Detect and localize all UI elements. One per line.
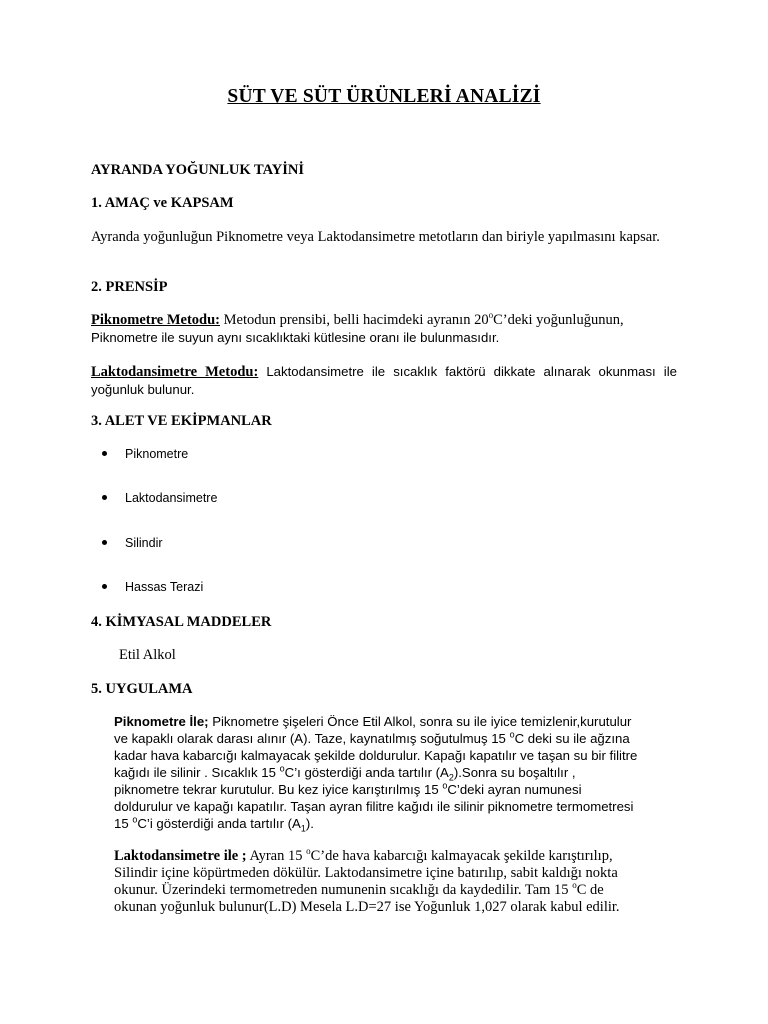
degree-sup: o (509, 729, 515, 740)
section1-text: Ayranda yoğunluğun Piknometre veya Laktodansimetre metotların dan biriyle yapılmasını kapsar. (91, 229, 660, 245)
lakto-label: Laktodansimetre Metodu: (91, 364, 259, 380)
procedure-text: okunur. Üzerindeki termometreden numunenin sıcaklığı da kaydedilir. Tam 15 (114, 882, 573, 898)
chemical-item: Etil Alkol (119, 647, 176, 663)
procedure-text: okunan yoğunluk bulunur(L.D) Mesela L.D=27 ise Yoğunluk 1,027 olarak kabul edilir. (114, 899, 620, 915)
piknometre-text: Metodun prensibi, belli hacimdeki ayranın 20 (220, 312, 489, 328)
procedure-text: C deki su ile ağzına (514, 731, 630, 746)
section2-heading: 2. PRENSİP (91, 279, 168, 295)
section5-heading: 5. UYGULAMA (91, 681, 193, 697)
subscript: 1 (300, 823, 306, 834)
lakto-procedure-label: Laktodansimetre ile ; (114, 848, 247, 864)
equipment-item (102, 491, 217, 505)
degree-sup: o (306, 846, 311, 857)
piknometre-text: C’deki yoğunluğunun, (493, 312, 624, 328)
lakto-text: Laktodansimetre ile sıcaklık faktörü dikkate alınarak okunması ile yoğunluk bulunur. (91, 364, 677, 397)
procedure-text: ). (305, 816, 314, 831)
procedure-text: kağıdı ile silinir . Sıcaklık 15 (114, 765, 280, 780)
procedure-text: ).Sonra su boşaltılır , (453, 765, 576, 780)
degree-sup: o (132, 814, 138, 825)
piknometre-procedure-label: Piknometre İle; (114, 714, 209, 729)
procedure-text: Ayran 15 (246, 848, 307, 864)
equipment-label: Piknometre (125, 447, 189, 461)
procedure-text: doldurulur ve kapağı kapatılır. Taşan ayran filitre kağıdı ile silinir piknometre termometresi (114, 799, 634, 814)
section3-heading: 3. ALET VE EKİPMANLAR (91, 413, 272, 429)
piknometre-procedure (114, 713, 677, 832)
bullet-icon (102, 584, 107, 589)
equipment-item (102, 447, 188, 461)
equipment-item (102, 536, 163, 550)
subtitle: AYRANDA YOĞUNLUK TAYİNİ (91, 162, 304, 178)
degree-sup: o (442, 780, 448, 791)
procedure-text: C de (576, 882, 604, 898)
procedure-text: Silindir içine köpürtmeden dökülür. Laktodansimetre içine batırılıp, sabit kaldığı nokta (114, 865, 618, 881)
equipment-label: Hassas Terazi (125, 580, 204, 594)
degree-sup: o (279, 763, 285, 774)
lakto-procedure (114, 848, 677, 916)
piknometre-label: Piknometre Metodu: (91, 312, 220, 328)
procedure-text: ve kapaklı olarak darası alınır (A). Taze, kaynatılmış soğutulmuş 15 (114, 731, 510, 746)
equipment-label: Laktodansimetre (125, 491, 218, 505)
bullet-icon (102, 451, 107, 456)
procedure-text: piknometre tekrar kurutulur. Bu kez iyice karıştırılmış 15 (114, 782, 443, 797)
degree-sup: o (572, 880, 577, 891)
degree-sup: o (488, 310, 494, 321)
page-title: SÜT VE SÜT ÜRÜNLERİ ANALİZİ (227, 86, 541, 107)
bullet-icon (102, 495, 107, 500)
procedure-text: C’deki ayran numunesi (447, 782, 582, 797)
procedure-text: Piknometre şişeleri Önce Etil Alkol, sonra su ile iyice temizlenir,kurutulur (208, 714, 632, 729)
procedure-text: C’de hava kabarcığı kalmayacak şekilde karıştırılıp, (310, 848, 613, 864)
section4-heading: 4. KİMYASAL MADDELER (91, 614, 272, 630)
piknometre-text: Piknometre ile suyun aynı sıcaklıktaki kütlesine oranı ile bulunmasıdır. (91, 330, 500, 345)
procedure-text: C’i gösterdiği anda tartılır (A (137, 816, 301, 831)
section1-heading: 1. AMAÇ ve KAPSAM (91, 195, 234, 211)
piknometre-paragraph (91, 312, 677, 347)
bullet-icon (102, 540, 107, 545)
equipment-label: Silindir (125, 536, 163, 550)
procedure-text: C’ı gösterdiği anda tartılır (A (284, 765, 449, 780)
lakto-paragraph (91, 363, 677, 399)
equipment-item (102, 580, 203, 594)
procedure-text: 15 (114, 816, 133, 831)
procedure-text: kadar hava kabarcığı kalmayacak şekilde doldurulur. Kapağı kapatılır ve taşan su bir filitre (114, 748, 638, 763)
subscript: 2 (448, 772, 454, 783)
